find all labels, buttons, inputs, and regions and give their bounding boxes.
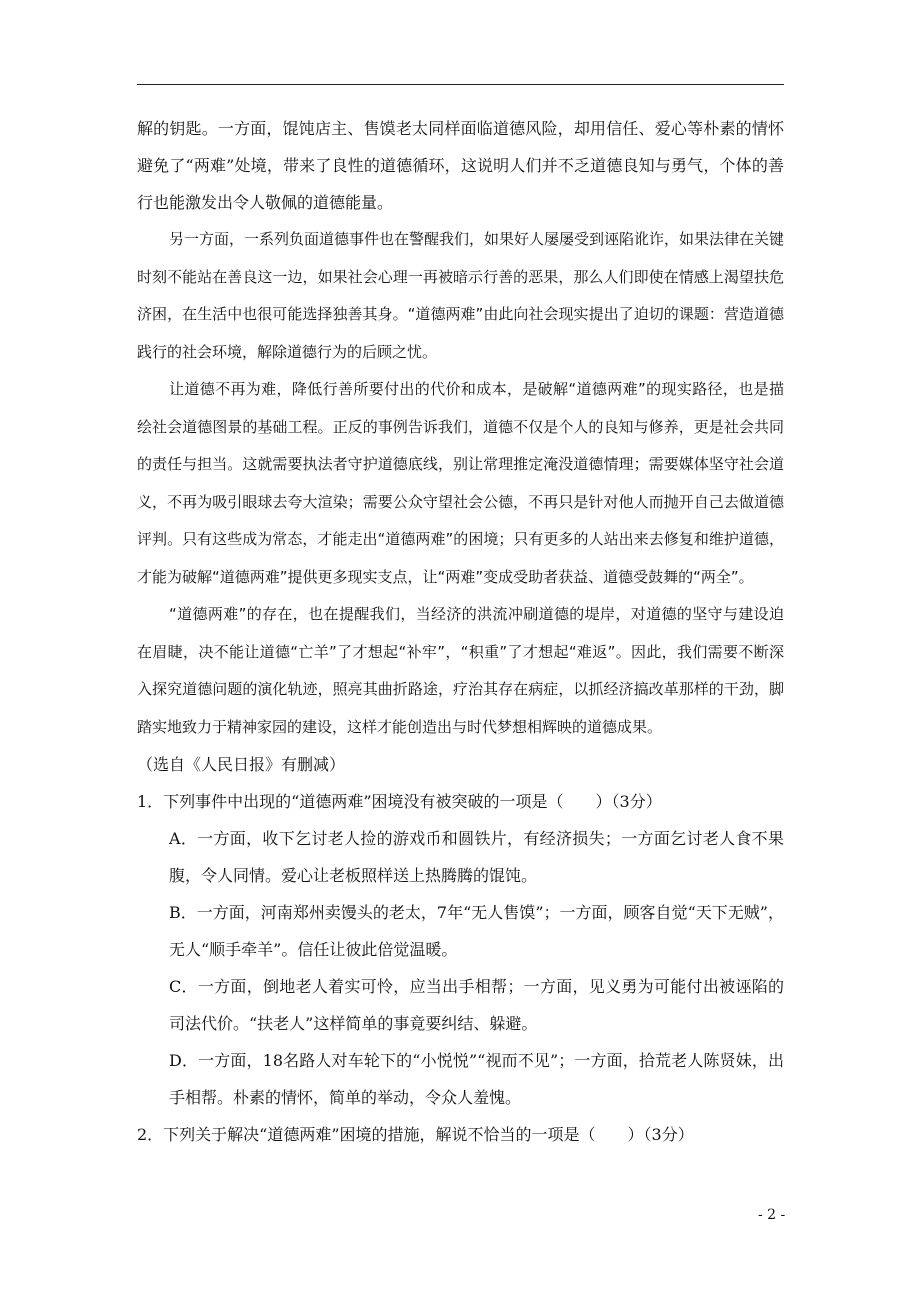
question-1-option-d: D．一方面，18名路人对车轮下的“小悦悦”“视而不见”；一方面，拾荒老人陈贤妹，出手相帮。朴素的情怀，简单的举动，令众人羞愧。 (169, 1051, 784, 1107)
article-paragraph-3: 让道德不再为难，降低行善所要付出的代价和成本，是破解“道德两难”的现实路径，也是描绘社会道德图景的基础工程。正反的事例告诉我们，道德不仅是个人的良知与修养，更是社会共同的责任与担当。这就需要执法者守护道德底线，别让常理推定淹没道德情理；需要媒体坚守社会道义，不再为吸引眼球去夸大渲染；需要公众守望社会公德，不再只是针对他人而抛开自己去做道德评判。只有这些成为常态，才能走出“道德两难”的困境；只有更多的人站出来去修复和维护道德，才能为破解“道德两难”提供更多现实支点，让“两难”变成受助者获益、道德受鼓舞的“两全”。 (137, 380, 784, 586)
question-1-option-a: A．一方面，收下乞讨老人捡的游戏币和圆铁片，有经济损失；一方面乞讨老人食不果腹，令人同情。爱心让老板照样送上热腾腾的馄饨。 (169, 829, 784, 885)
article-paragraph-2: 另一方面，一系列负面道德事件也在警醒我们，如果好人屡屡受到诬陷讹诈，如果法律在关键时刻不能站在善良这一边，如果社会心理一再被暗示行善的恶果，那么人们即使在情感上渴望扶危济困，在生活中也很可能选择独善其身。“道德两难”由此向社会现实提出了迫切的课题：营造道德践行的社会环境，解除道德行为的后顾之忧。 (137, 230, 785, 361)
page-body (137, 110, 784, 1153)
header-rule (137, 84, 784, 85)
question-2-stem: 2．下列关于解决“道德两难”困境的措施，解说不恰当的一项是（ ）（3分） (137, 1125, 694, 1144)
question-1-stem: 1．下列事件中出现的“道德两难”困境没有被突破的一项是（ ）（3分） (137, 792, 662, 811)
question-1-option-c: C．一方面，倒地老人着实可怜，应当出手相帮；一方面，见义勇为可能付出被诬陷的司法代价。“扶老人”这样简单的事竟要纠结、躲避。 (169, 977, 784, 1033)
article-paragraph-4: “道德两难”的存在，也在提醒我们，当经济的洪流冲刷道德的堤岸，对道德的坚守与建设迫在眉睫，决不能让道德“亡羊”了才想起“补牢”，“积重”了才想起“难返”。因此，我们需要不断深入探究道德问题的演化轨迹，照亮其曲折路途，疗治其存在病症，以抓经济搞改革那样的干劲，脚踏实地致力于精神家园的建设，这样才能创造出与时代梦想相辉映的道德成果。 (137, 605, 784, 736)
page-number: - 2 - (758, 1207, 786, 1223)
source-note: （选自《人民日报》有删减） (137, 755, 346, 774)
article-paragraph-1: 解的钥匙。一方面，馄饨店主、售馍老太同样面临道德风险，却用信任、爱心等朴素的情怀避免了“两难”处境，带来了良性的道德循环，这说明人们并不乏道德良知与勇气，个体的善行也能激发出令人敬佩的道德能量。 (137, 119, 784, 212)
question-1-option-b: B．一方面，河南郑州卖馒头的老太，7年“无人售馍”；一方面，顾客自觉“天下无贼”，无人“顺手牵羊”。信任让彼此倍觉温暖。 (169, 903, 784, 959)
